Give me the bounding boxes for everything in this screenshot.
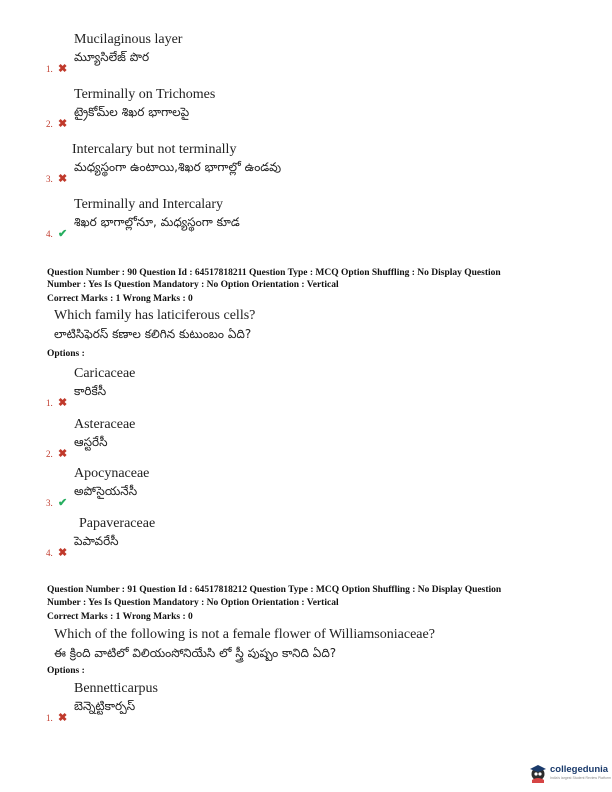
option-text-telugu: ఆస్టరేసీ <box>74 435 108 449</box>
wrong-mark-icon: ✖ <box>58 712 68 724</box>
question-meta-line-1: Question Number : 90 Question Id : 64517818211 Question Type : MCQ Option Shuffling : No Display Question <box>47 268 501 278</box>
option-number: 3. <box>46 174 53 184</box>
option-number: 2. <box>46 449 53 459</box>
question-marks: Correct Marks : 1 Wrong Marks : 0 <box>47 294 193 304</box>
prev-option-1 <box>46 32 566 76</box>
question-text-telugu: లాటిసిఫెరస్ కణాల కలిగిన కుటుంబం ఏది? <box>54 327 252 341</box>
q91-option-1 <box>46 681 566 725</box>
q90-option-4 <box>46 516 566 560</box>
logo-tagline: India's largest Student Review Platform <box>550 776 611 780</box>
option-text-english: Terminally and Intercalary <box>74 197 224 212</box>
prev-option-4 <box>46 197 566 241</box>
options-label: Options : <box>47 666 85 676</box>
option-text-english: Apocynaceae <box>74 466 150 481</box>
wrong-mark-icon: ✖ <box>58 547 68 559</box>
correct-check-icon: ✔ <box>58 228 68 240</box>
collegedunia-logo <box>528 762 612 784</box>
question-marks: Correct Marks : 1 Wrong Marks : 0 <box>47 612 193 622</box>
question-meta-line-1: Question Number : 91 Question Id : 64517818212 Question Type : MCQ Option Shuffling : No Display Question <box>47 585 502 595</box>
logo-name: collegedunia <box>550 764 609 775</box>
correct-check-icon: ✔ <box>58 497 68 509</box>
wrong-mark-icon: ✖ <box>58 173 68 185</box>
option-text-telugu: అపోసైయనేసీ <box>74 484 138 498</box>
question-text-telugu: ఈ క్రింది వాటిలో విలియంసోనియేసి లో స్త్రీ పుష్పం కానిది ఏది? <box>54 646 337 660</box>
option-text-telugu: కారికేసీ <box>74 384 107 398</box>
option-text-telugu: మ్యూసిలేజ్ పొర <box>74 50 150 64</box>
option-text-english: Mucilaginous layer <box>74 32 183 47</box>
option-text-telugu: శిఖర భాగాల్లోనూ, మధ్యస్థంగా కూడ <box>74 215 240 229</box>
prev-option-2 <box>46 87 566 131</box>
option-text-english: Papaveraceae <box>79 516 156 531</box>
question-text-english: Which of the following is not a female flower of Williamsoniaceae? <box>54 627 435 642</box>
option-text-english: Intercalary but not terminally <box>72 142 237 157</box>
question-text <box>54 627 435 663</box>
q90-option-1 <box>46 366 566 410</box>
option-text-english: Terminally on Trichomes <box>74 87 216 102</box>
wrong-mark-icon: ✖ <box>58 63 68 75</box>
q90-option-2 <box>46 417 566 461</box>
question-meta-line-2: Number : Yes Is Question Mandatory : No Option Orientation : Vertical <box>47 598 339 608</box>
question-text-english: Which family has laticiferous cells? <box>54 308 256 323</box>
option-text-english: Bennetticarpus <box>74 681 158 696</box>
question-text <box>54 308 255 344</box>
options-label: Options : <box>47 349 85 359</box>
option-number: 4. <box>46 229 53 239</box>
option-text-telugu: మధ్యస్థంగా ఉంటాయి,శిఖర భాగాల్లో ఉండవు <box>74 160 282 174</box>
option-number: 3. <box>46 498 53 508</box>
option-number: 1. <box>46 398 53 408</box>
wrong-mark-icon: ✖ <box>58 118 68 130</box>
question-meta-line-2: Number : Yes Is Question Mandatory : No Option Orientation : Vertical <box>47 280 339 290</box>
option-text-english: Caricaceae <box>74 366 136 381</box>
option-text-english: Asteraceae <box>74 417 136 432</box>
graduate-mascot-icon <box>528 763 548 783</box>
wrong-mark-icon: ✖ <box>58 448 68 460</box>
q90-option-3 <box>46 466 566 510</box>
option-number: 1. <box>46 713 53 723</box>
wrong-mark-icon: ✖ <box>58 397 68 409</box>
option-number: 1. <box>46 64 53 74</box>
option-text-telugu: పెపావరేసీ <box>74 534 119 548</box>
option-number: 2. <box>46 119 53 129</box>
option-number: 4. <box>46 548 53 558</box>
prev-option-3 <box>46 142 566 186</box>
option-text-telugu: బెన్నెట్టికార్పస్ <box>74 699 136 713</box>
option-text-telugu: ట్రైకోమ్‌ల శిఖర భాగాలపై <box>74 105 190 119</box>
